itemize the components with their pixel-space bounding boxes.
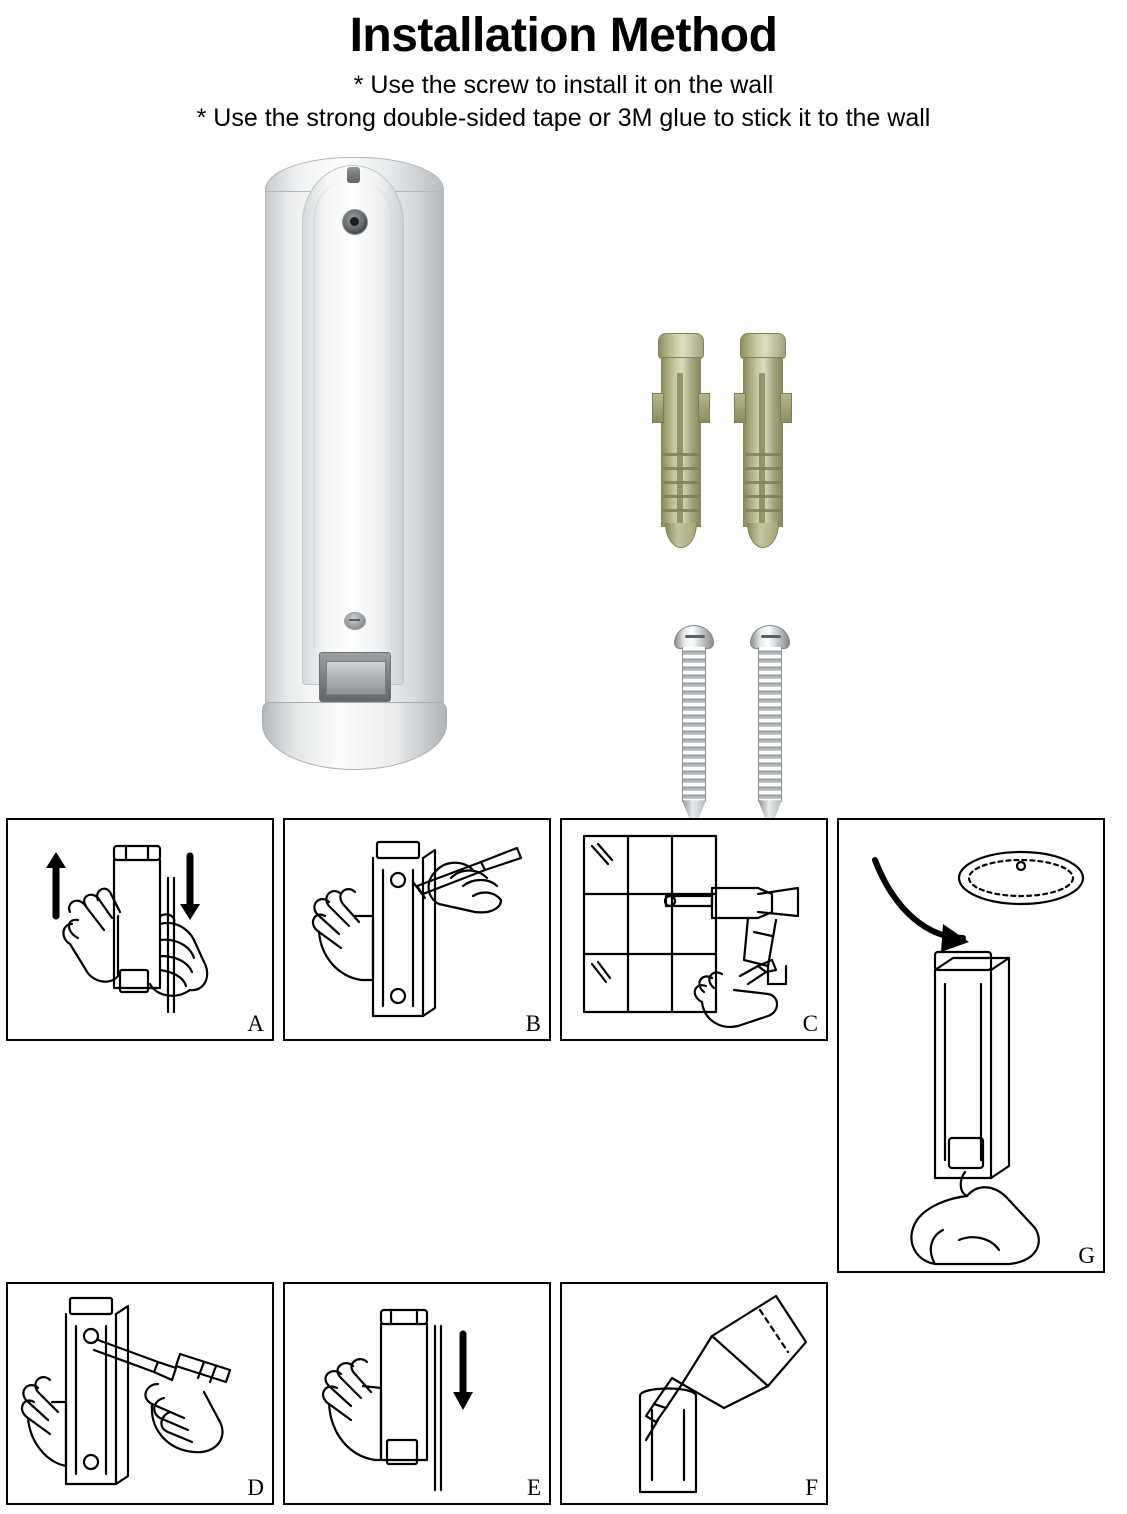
- step-b: [283, 818, 551, 1041]
- wall-plug-tip: [747, 523, 779, 548]
- page-title: Installation Method: [349, 9, 778, 62]
- wall-plug-rib: [663, 467, 699, 470]
- step-d: [6, 1282, 274, 1505]
- wall-plug-barb: [698, 393, 710, 423]
- wall-plug-cap: [658, 333, 704, 359]
- step-e-letter: E: [526, 1475, 541, 1500]
- wall-plug-tip: [665, 523, 697, 548]
- wall-plug-rib: [745, 509, 781, 512]
- step-d-letter: D: [247, 1475, 264, 1500]
- wall-plug-slot: [759, 373, 765, 523]
- wall-plug-rib: [745, 495, 781, 498]
- screw-head: [750, 625, 790, 649]
- step-c-letter: C: [802, 1011, 818, 1036]
- wall-plug-rib: [745, 481, 781, 484]
- wall-plug-barb: [734, 393, 746, 423]
- wall-plug-barb: [652, 393, 664, 423]
- wall-plug-right: [740, 333, 786, 548]
- screw-thread: [758, 647, 782, 802]
- dispenser-base: [262, 702, 447, 770]
- header-bullet-2: * Use the strong double-sided tape or 3M glue to stick it to the wall: [196, 104, 931, 133]
- screw-left: [674, 625, 714, 830]
- wall-plug-rib: [663, 481, 699, 484]
- screw-thread: [682, 647, 706, 802]
- step-f: [560, 1282, 828, 1505]
- wall-plug-rib: [663, 495, 699, 498]
- header-bullet-1: * Use the screw to install it on the wall: [353, 71, 774, 100]
- step-g-letter: G: [1078, 1243, 1095, 1268]
- step-g-spacer: [837, 1282, 1105, 1505]
- step-a-letter: A: [247, 1011, 264, 1036]
- wall-plug-left: [658, 333, 704, 548]
- wall-plug-cap: [740, 333, 786, 359]
- wall-plug-rib: [663, 509, 699, 512]
- step-b-letter: B: [525, 1011, 541, 1036]
- step-f-letter: F: [805, 1475, 818, 1500]
- screw-head: [674, 625, 714, 649]
- soap-dispenser: [262, 157, 447, 770]
- step-panels: [6, 818, 1121, 1514]
- dispenser-top-notch: [347, 167, 360, 183]
- screw-hole-top: [342, 209, 368, 235]
- step-e: [283, 1282, 551, 1505]
- header-bullets: [0, 69, 1127, 135]
- parts-overview: [0, 135, 1127, 775]
- installation-instruction-sheet: [0, 8, 1127, 1500]
- wall-plug-rib: [663, 453, 699, 456]
- wall-plug-slot: [677, 373, 683, 523]
- wall-plug-barb: [780, 393, 792, 423]
- step-row-top: [6, 818, 1121, 1273]
- step-a: [6, 818, 274, 1041]
- step-row-bottom: [6, 1282, 1121, 1505]
- dispenser-outlet: [319, 652, 391, 702]
- step-c: [560, 818, 828, 1041]
- wall-plug-rib: [745, 467, 781, 470]
- dispenser-inner-shadow: [314, 179, 392, 649]
- step-g: [837, 818, 1105, 1273]
- screw-right: [750, 625, 790, 830]
- wall-plug-rib: [745, 453, 781, 456]
